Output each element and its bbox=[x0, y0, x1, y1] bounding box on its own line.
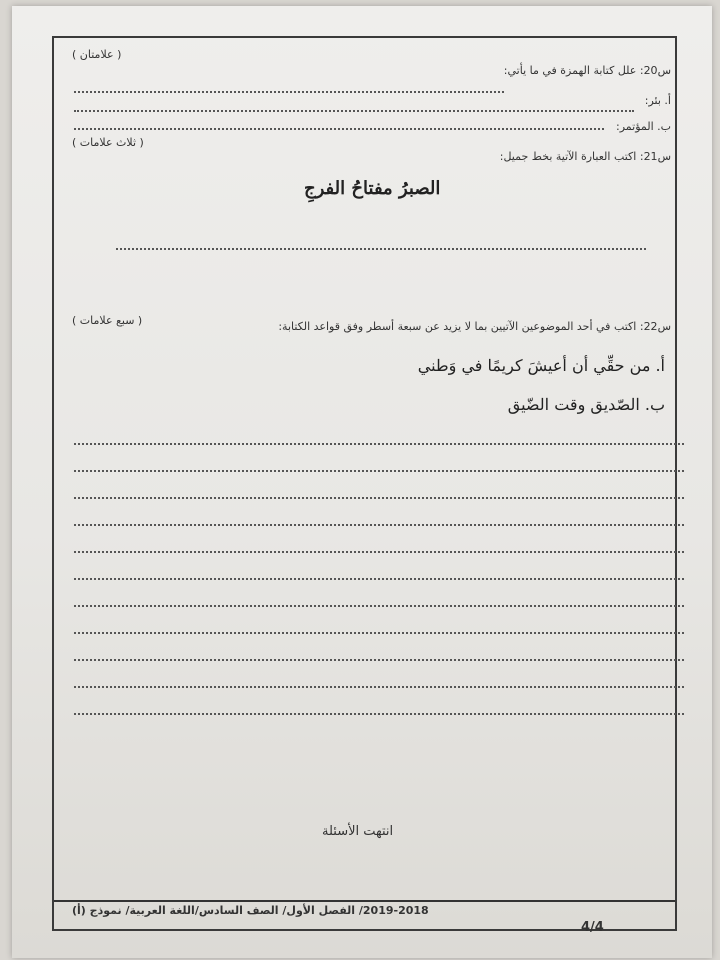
page-frame bbox=[52, 36, 677, 935]
writing-line-3 bbox=[74, 497, 684, 499]
footer-rule bbox=[54, 900, 675, 902]
q20-marks: ( علامتان ) bbox=[72, 48, 122, 61]
writing-line-1 bbox=[74, 443, 684, 445]
q22-topic-b: ب. الصّديق وقت الضّيق bbox=[507, 395, 665, 414]
q20-answer-line-1 bbox=[74, 91, 504, 93]
writing-line-10 bbox=[74, 686, 684, 688]
q21-phrase: الصبرُ مفتاحُ الفرجِ bbox=[304, 178, 441, 199]
writing-line-9 bbox=[74, 659, 684, 661]
page-number: 4/4 bbox=[581, 920, 604, 935]
writing-line-5 bbox=[74, 551, 684, 553]
q22-question: س22: اكتب في أحد الموضوعين الآتيين بما لا يزيد عن سبعة أسطر وفق قواعد الكتابة: bbox=[278, 320, 671, 333]
q21-marks: ( ثلاث علامات ) bbox=[72, 136, 144, 149]
q22-topic-a: أ. من حقِّي أن أعيشَ كريمًا في وَطني bbox=[417, 356, 665, 375]
writing-line-4 bbox=[74, 524, 684, 526]
q20-question: س20: علل كتابة الهمزة في ما يأتي: bbox=[503, 64, 671, 77]
writing-line-11 bbox=[74, 713, 684, 715]
writing-line-8 bbox=[74, 632, 684, 634]
q22-marks: ( سبع علامات ) bbox=[72, 314, 143, 327]
exam-sheet bbox=[12, 6, 712, 958]
writing-line-2 bbox=[74, 470, 684, 472]
q20-item-b: ب. المؤتمر: bbox=[616, 120, 671, 133]
q21-answer-line bbox=[116, 248, 646, 250]
end-of-questions: انتهت الأسئلة bbox=[322, 824, 394, 839]
q20-answer-line-b bbox=[74, 128, 604, 130]
writing-line-6 bbox=[74, 578, 684, 580]
writing-line-7 bbox=[74, 605, 684, 607]
footer-text: 2019-2018/ الفصل الأول/ الصف السادس/اللغة العربية/ نموذج (أ) bbox=[72, 904, 429, 917]
q20-item-a: أ. بئر: bbox=[644, 94, 671, 107]
q20-answer-line-a bbox=[74, 110, 634, 112]
q21-question: س21: اكتب العبارة الآتية بخط جميل: bbox=[499, 150, 671, 163]
